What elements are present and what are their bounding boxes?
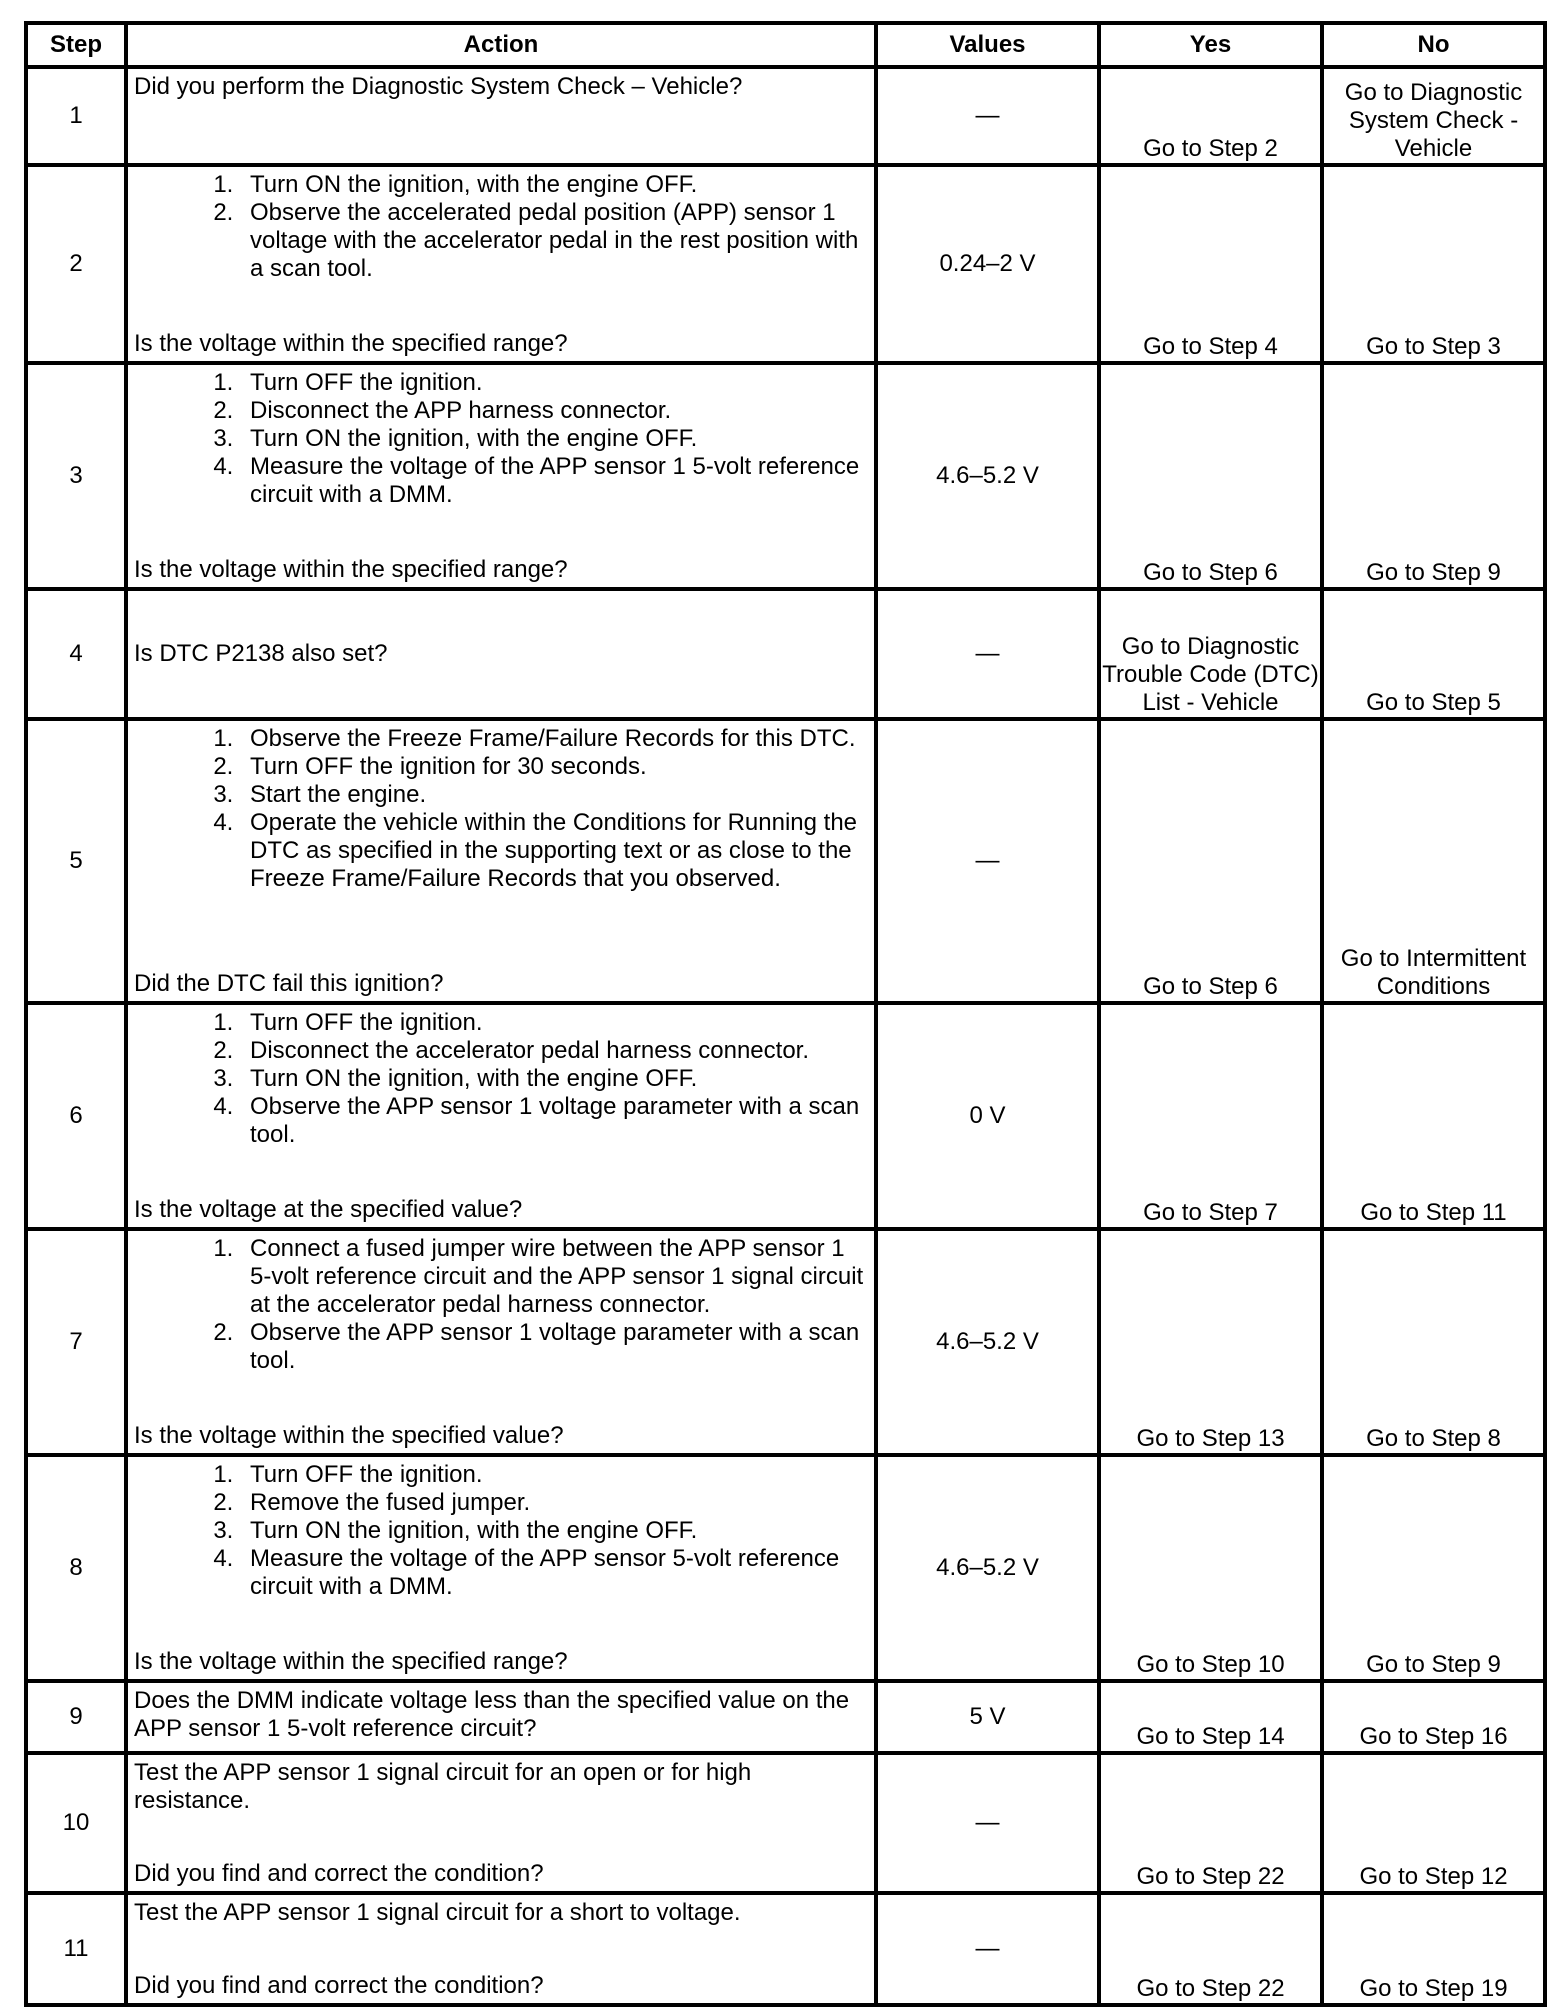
header-step: Step (26, 23, 126, 67)
step-number: 11 (26, 1893, 126, 2005)
action-cell (126, 1455, 876, 1681)
action-step: 4. Observe the APP sensor 1 voltage parameter with a scan tool. (240, 1093, 868, 1149)
no-cell: Go to Step 9 (1322, 1455, 1545, 1681)
action-step: 2. Observe the APP sensor 1 voltage parameter with a scan tool. (240, 1319, 868, 1375)
action-step: 4. Measure the voltage of the APP sensor 1 5-volt reference circuit with a DMM. (240, 453, 868, 509)
value-cell: 5 V (876, 1681, 1099, 1753)
table-row (26, 1003, 1545, 1229)
value-cell: — (876, 1753, 1099, 1893)
value-cell: 0 V (876, 1003, 1099, 1229)
yes-cell: Go to Step 7 (1099, 1003, 1322, 1229)
step-number: 4 (26, 589, 126, 719)
action-question: Is the voltage within the specified range? (134, 556, 568, 583)
no-cell: Go to Intermittent Conditions (1322, 719, 1545, 1003)
value-cell: 4.6–5.2 V (876, 1229, 1099, 1455)
no-cell: Go to Step 16 (1322, 1681, 1545, 1753)
no-cell: Go to Step 8 (1322, 1229, 1545, 1455)
table-row (26, 67, 1545, 165)
action-step: 3. Start the engine. (240, 781, 868, 809)
action-question: Is the voltage within the specified range? (134, 330, 568, 357)
action-question: Did you find and correct the condition? (134, 1972, 544, 1999)
no-cell: Go to Step 11 (1322, 1003, 1545, 1229)
yes-cell: Go to Step 22 (1099, 1753, 1322, 1893)
action-cell (126, 1229, 876, 1455)
header-values: Values (876, 23, 1099, 67)
action-step: 2. Observe the accelerated pedal position (APP) sensor 1 voltage with the accelerator pedal in the rest position with a scan tool. (240, 199, 868, 283)
yes-cell: Go to Step 4 (1099, 165, 1322, 363)
yes-cell: Go to Step 14 (1099, 1681, 1322, 1753)
action-step: 3. Turn ON the ignition, with the engine OFF. (240, 1517, 868, 1545)
action-steps (134, 1235, 868, 1375)
action-question: Is the voltage within the specified value? (134, 1422, 564, 1449)
no-cell: Go to Step 19 (1322, 1893, 1545, 2005)
action-step: 1. Observe the Freeze Frame/Failure Records for this DTC. (240, 725, 868, 753)
yes-cell: Go to Step 2 (1099, 67, 1322, 165)
action-text: Test the APP sensor 1 signal circuit for an open or for high resistance. (134, 1759, 752, 1814)
action-steps (134, 171, 868, 283)
no-cell: Go to Step 9 (1322, 363, 1545, 589)
table-row (26, 719, 1545, 1003)
table-row (26, 363, 1545, 589)
table-row (26, 1893, 1545, 2005)
table-row (26, 1455, 1545, 1681)
action-cell (126, 1003, 876, 1229)
yes-cell: Go to Step 10 (1099, 1455, 1322, 1681)
step-number: 1 (26, 67, 126, 165)
action-text: Did you perform the Diagnostic System Check – Vehicle? (134, 73, 743, 100)
action-step: 2. Disconnect the accelerator pedal harness connector. (240, 1037, 868, 1065)
step-number: 6 (26, 1003, 126, 1229)
value-cell: 4.6–5.2 V (876, 363, 1099, 589)
step-number: 3 (26, 363, 126, 589)
action-question: Did the DTC fail this ignition? (134, 970, 444, 997)
action-step: 1. Turn OFF the ignition. (240, 1009, 868, 1037)
action-step: 1. Turn ON the ignition, with the engine OFF. (240, 171, 868, 199)
header-row (26, 23, 1545, 67)
action-question: Is the voltage within the specified range? (134, 1648, 568, 1675)
step-number: 2 (26, 165, 126, 363)
action-cell (126, 719, 876, 1003)
yes-cell: Go to Diagnostic Trouble Code (DTC) List - Vehicle (1099, 589, 1322, 719)
table-row (26, 165, 1545, 363)
action-cell (126, 1681, 876, 1753)
value-cell: 4.6–5.2 V (876, 1455, 1099, 1681)
action-steps (134, 1461, 868, 1601)
value-cell: — (876, 589, 1099, 719)
action-text: Test the APP sensor 1 signal circuit for a short to voltage. (134, 1899, 741, 1926)
action-question: Did you find and correct the condition? (134, 1860, 544, 1887)
action-steps (134, 725, 868, 893)
step-number: 8 (26, 1455, 126, 1681)
step-number: 5 (26, 719, 126, 1003)
action-cell (126, 165, 876, 363)
step-number: 10 (26, 1753, 126, 1893)
table-row (26, 1753, 1545, 1893)
action-step: 3. Turn ON the ignition, with the engine OFF. (240, 425, 868, 453)
action-question: Is the voltage at the specified value? (134, 1196, 523, 1223)
no-cell: Go to Step 3 (1322, 165, 1545, 363)
action-cell (126, 363, 876, 589)
value-cell: — (876, 719, 1099, 1003)
yes-cell: Go to Step 13 (1099, 1229, 1322, 1455)
action-steps (134, 369, 868, 509)
action-cell (126, 1893, 876, 2005)
step-number: 7 (26, 1229, 126, 1455)
action-step: 1. Turn OFF the ignition. (240, 369, 868, 397)
step-number: 9 (26, 1681, 126, 1753)
action-step: 2. Remove the fused jumper. (240, 1489, 868, 1517)
yes-cell: Go to Step 22 (1099, 1893, 1322, 2005)
value-cell: — (876, 67, 1099, 165)
action-step: 2. Disconnect the APP harness connector. (240, 397, 868, 425)
action-cell (126, 589, 876, 719)
action-text: Is DTC P2138 also set? (134, 640, 388, 667)
action-cell (126, 67, 876, 165)
no-cell: Go to Step 5 (1322, 589, 1545, 719)
action-step: 4. Operate the vehicle within the Conditions for Running the DTC as specified in the supporting text or as close to the Freeze Frame/Failure Records that you observed. (240, 809, 868, 893)
no-cell: Go to Step 12 (1322, 1753, 1545, 1893)
no-cell: Go to Diagnostic System Check - Vehicle (1322, 67, 1545, 165)
action-step: 1. Turn OFF the ignition. (240, 1461, 868, 1489)
table-row (26, 1229, 1545, 1455)
action-text: Does the DMM indicate voltage less than the specified value on the APP sensor 1 5-volt reference circuit? (134, 1687, 850, 1742)
action-cell (126, 1753, 876, 1893)
action-step: 3. Turn ON the ignition, with the engine OFF. (240, 1065, 868, 1093)
yes-cell: Go to Step 6 (1099, 363, 1322, 589)
header-yes: Yes (1099, 23, 1322, 67)
table-row (26, 589, 1545, 719)
value-cell: — (876, 1893, 1099, 2005)
header-action: Action (126, 23, 876, 67)
table-row (26, 1681, 1545, 1753)
action-steps (134, 1009, 868, 1149)
action-step: 1. Connect a fused jumper wire between the APP sensor 1 5-volt reference circuit and the APP sensor 1 signal circuit at the accelerator pedal harness connector. (240, 1235, 868, 1319)
header-no: No (1322, 23, 1545, 67)
value-cell: 0.24–2 V (876, 165, 1099, 363)
diagnostic-table (24, 21, 1547, 2007)
yes-cell: Go to Step 6 (1099, 719, 1322, 1003)
action-step: 4. Measure the voltage of the APP sensor 5-volt reference circuit with a DMM. (240, 1545, 868, 1601)
action-step: 2. Turn OFF the ignition for 30 seconds. (240, 753, 868, 781)
